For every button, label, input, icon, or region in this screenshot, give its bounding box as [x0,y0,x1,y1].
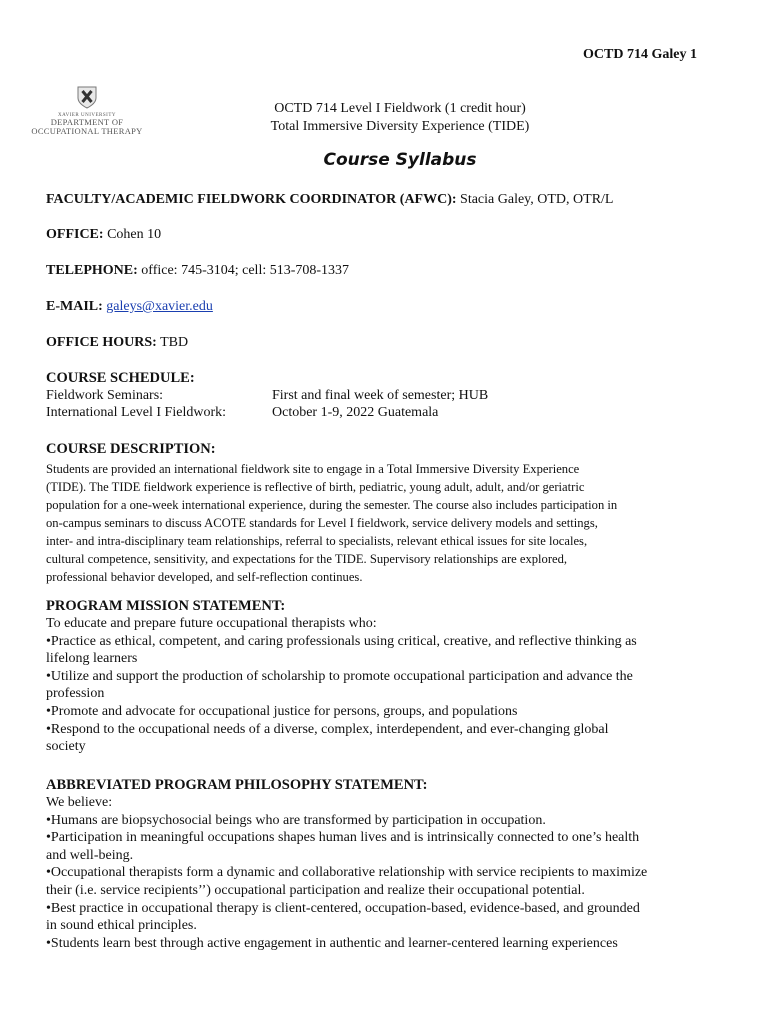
philosophy-bullet: • Humans are biopsychosocial beings who are transformed by participation in occupation. [46,812,706,830]
mission-heading: PROGRAM MISSION STATEMENT: [46,598,286,614]
description-line: professional behavior developed, and self-reflection continues. [46,570,363,584]
course-header [200,100,600,136]
course-description [46,441,706,586]
philosophy-line: and well-being. [46,847,134,863]
course-header-line1: OCTD 714 Level I Fieldwork (1 credit hour) [274,101,526,116]
schedule-row-value: October 1-9, 2022 Guatemala [272,405,439,420]
description-line: (TIDE). The TIDE fieldwork experience is reflective of birth, pediatric, young adult, adult, and/or geriatric [46,480,585,494]
logo-department-line2: OCCUPATIONAL THERAPY [31,126,143,136]
description-line: population for a one-week international experience, during the semester. The course also includes participation in [46,498,618,512]
email-link[interactable]: galeys@xavier.edu [106,299,213,314]
philosophy-bullet: • Occupational therapists form a dynamic and collaborative relationship with service recipients to maximize [46,864,706,882]
philosophy-bullet: • Best practice in occupational therapy is client-centered, occupation-based, evidence-based, and grounded [46,900,706,918]
schedule-row-label: International Level I Fieldwork: [46,405,226,420]
schedule-row [46,404,706,421]
department-logo [28,84,146,136]
office-hours-label: OFFICE HOURS: [46,335,157,350]
mission-bullet: • Promote and advocate for occupational justice for persons, groups, and populations [46,703,706,721]
philosophy-body [46,794,706,952]
philosophy-statement [46,777,706,952]
mission-line: To educate and prepare future occupational therapists who: [46,616,377,631]
mission-body [46,615,706,756]
course-header-line2: Total Immersive Diversity Experience (TIDE) [270,119,530,134]
philosophy-line: their (i.e. service recipients’’) occupational participation and realize their occupational potential. [46,882,585,898]
schedule-row [46,387,706,404]
mission-bullet: • Practice as ethical, competent, and caring professionals using critical, creative, and reflective thinking as [46,633,706,651]
description-line: on-campus seminars to discuss ACOTE standards for Level I fieldwork, service delivery models and settings, [46,516,598,530]
schedule-heading: COURSE SCHEDULE: [46,370,195,386]
office-hours-value: TBD [160,335,189,350]
syllabus-title: Course Syllabus [323,150,477,170]
logo-department-line1: DEPARTMENT OF [50,117,124,127]
coordinator-value: Stacia Galey, OTD, OTR/L [460,192,614,207]
logo-university: XAVIER UNIVERSITY [58,113,116,118]
description-heading: COURSE DESCRIPTION: [46,441,216,457]
coordinator-field [46,192,614,208]
xavier-crest-icon [74,84,100,110]
mission-bullet: • Respond to the occupational needs of a diverse, complex, interdependent, and ever-changing global [46,721,706,739]
philosophy-line: in sound ethical principles. [46,918,197,934]
telephone-value: office: 745-3104; cell: 513-708-1337 [141,263,350,278]
description-line: inter- and intra-disciplinary team relationships, referral to specialists, relevant ethical issues for site locales, [46,534,588,548]
mission-statement [46,598,706,756]
philosophy-bullet: • Students learn best through active engagement in authentic and learner-centered learning experiences [46,935,706,953]
office-field [46,227,161,243]
philosophy-bullet: • Participation in meaningful occupations shapes human lives and is intrinsically connected to one’s health [46,829,706,847]
mission-bullet: • Utilize and support the production of scholarship to promote occupational participation and advance the [46,668,706,686]
office-label: OFFICE: [46,227,104,242]
mission-line: society [46,739,86,755]
mission-line: lifelong learners [46,651,138,667]
coordinator-label: FACULTY/ACADEMIC FIELDWORK COORDINATOR (AFWC): [46,192,457,207]
mission-line: profession [46,686,105,702]
office-hours-field [46,335,188,351]
email-field [46,299,213,315]
description-body [46,460,706,586]
schedule-row-value: First and final week of semester; HUB [272,388,489,403]
schedule-row-label: Fieldwork Seminars: [46,388,164,403]
description-line: Students are provided an international fieldwork site to engage in a Total Immersive Diversity Experience [46,462,580,476]
philosophy-heading: ABBREVIATED PROGRAM PHILOSOPHY STATEMENT: [46,777,428,793]
telephone-field [46,263,349,279]
running-head: OCTD 714 Galey 1 [583,47,697,62]
email-label: E-MAIL: [46,299,103,314]
office-value: Cohen 10 [107,227,162,242]
telephone-label: TELEPHONE: [46,263,138,278]
course-schedule [46,370,706,421]
description-line: cultural competence, sensitivity, and expectations for the TIDE. Supervisory relationships are explored, [46,552,568,566]
philosophy-line: We believe: [46,795,113,810]
